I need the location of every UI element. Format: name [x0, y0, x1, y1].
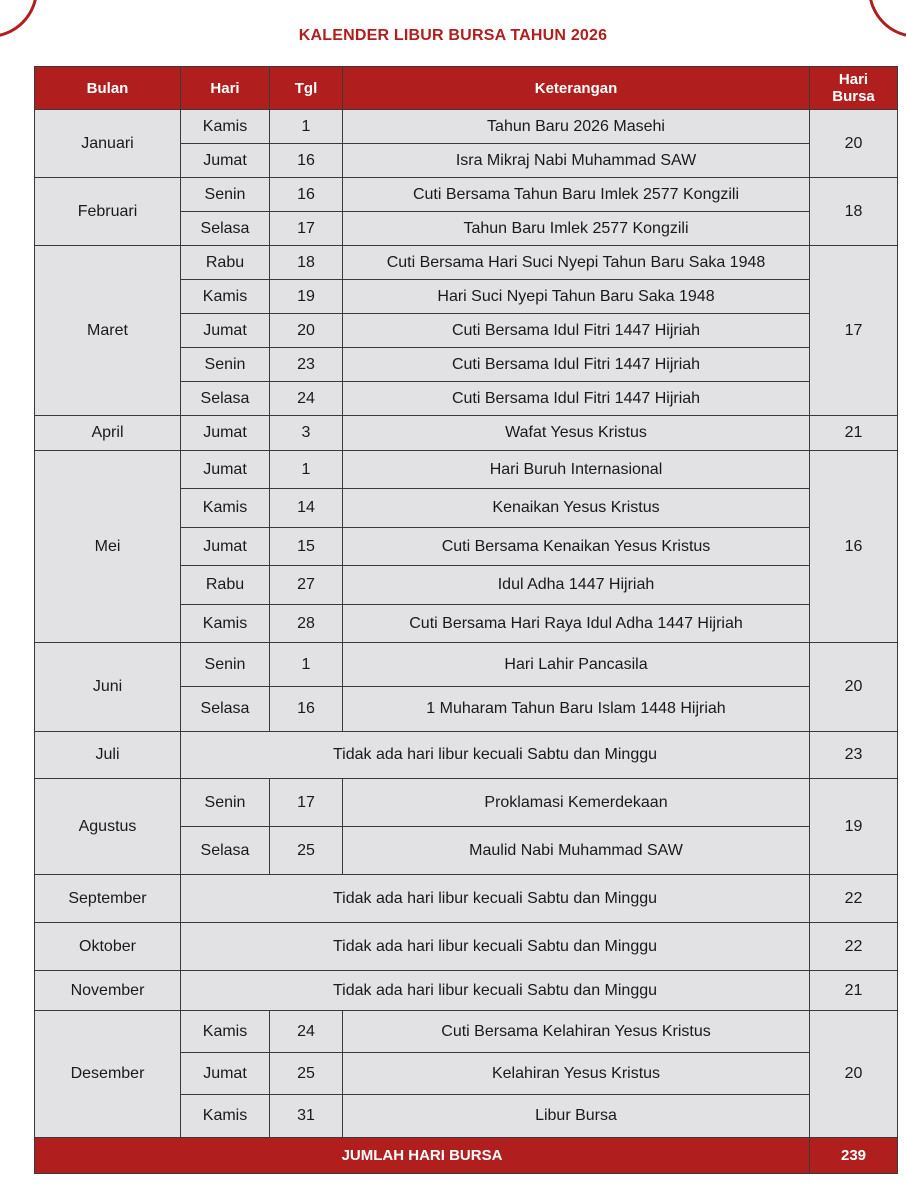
month-cell: November [35, 971, 181, 1011]
date-cell: 23 [270, 348, 343, 382]
month-cell: September [35, 875, 181, 923]
date-cell: 17 [270, 779, 343, 827]
table-row [35, 1011, 898, 1053]
page-title: KALENDER LIBUR BURSA TAHUN 2026 [298, 27, 608, 44]
description-cell: Tahun Baru 2026 Masehi [343, 110, 810, 144]
date-cell: 25 [270, 827, 343, 875]
holiday-calendar-table [34, 66, 898, 1174]
day-cell: Rabu [181, 246, 270, 280]
day-cell: Kamis [181, 280, 270, 314]
footer-total: 239 [810, 1138, 898, 1174]
no-holiday-note: Tidak ada hari libur kecuali Sabtu dan Minggu [181, 923, 810, 971]
day-cell: Selasa [181, 687, 270, 732]
date-cell: 24 [270, 1011, 343, 1053]
date-cell: 28 [270, 605, 343, 643]
table-row [35, 178, 898, 212]
table-row [35, 732, 898, 779]
table-row [35, 451, 898, 489]
trading-days-cell: 22 [810, 923, 898, 971]
date-cell: 1 [270, 643, 343, 687]
trading-days-cell: 22 [810, 875, 898, 923]
table-row [35, 110, 898, 144]
header-keterangan: Keterangan [343, 67, 810, 110]
description-cell: Proklamasi Kemerdekaan [343, 779, 810, 827]
date-cell: 14 [270, 489, 343, 528]
description-cell: Isra Mikraj Nabi Muhammad SAW [343, 144, 810, 178]
header-row [35, 67, 898, 110]
date-cell: 16 [270, 178, 343, 212]
description-cell: Cuti Bersama Idul Fitri 1447 Hijriah [343, 314, 810, 348]
table-row [35, 643, 898, 687]
trading-days-cell: 21 [810, 416, 898, 451]
date-cell: 3 [270, 416, 343, 451]
day-cell: Kamis [181, 1011, 270, 1053]
month-cell: Desember [35, 1011, 181, 1138]
trading-days-cell: 19 [810, 779, 898, 875]
footer-label: JUMLAH HARI BURSA [35, 1138, 810, 1174]
description-cell: Cuti Bersama Idul Fitri 1447 Hijriah [343, 348, 810, 382]
trading-days-cell: 20 [810, 643, 898, 732]
month-cell: Mei [35, 451, 181, 643]
description-cell: Kenaikan Yesus Kristus [343, 489, 810, 528]
description-cell: Cuti Bersama Tahun Baru Imlek 2577 Kongzili [343, 178, 810, 212]
day-cell: Senin [181, 178, 270, 212]
description-cell: 1 Muharam Tahun Baru Islam 1448 Hijriah [343, 687, 810, 732]
trading-days-cell: 18 [810, 178, 898, 246]
date-cell: 24 [270, 382, 343, 416]
date-cell: 27 [270, 566, 343, 605]
date-cell: 1 [270, 451, 343, 489]
date-cell: 1 [270, 110, 343, 144]
day-cell: Jumat [181, 528, 270, 566]
day-cell: Kamis [181, 1095, 270, 1138]
header-hari-bursa [810, 67, 898, 110]
day-cell: Jumat [181, 416, 270, 451]
table-row [35, 416, 898, 451]
day-cell: Selasa [181, 212, 270, 246]
table-row [35, 971, 898, 1011]
month-cell: Februari [35, 178, 181, 246]
table-row [35, 875, 898, 923]
date-cell: 15 [270, 528, 343, 566]
no-holiday-note: Tidak ada hari libur kecuali Sabtu dan Minggu [181, 875, 810, 923]
date-cell: 16 [270, 144, 343, 178]
trading-days-cell: 23 [810, 732, 898, 779]
date-cell: 19 [270, 280, 343, 314]
day-cell: Selasa [181, 382, 270, 416]
table-row [35, 246, 898, 280]
no-holiday-note: Tidak ada hari libur kecuali Sabtu dan Minggu [181, 732, 810, 779]
description-cell: Wafat Yesus Kristus [343, 416, 810, 451]
table-row [35, 779, 898, 827]
description-cell: Libur Bursa [343, 1095, 810, 1138]
day-cell: Jumat [181, 144, 270, 178]
description-cell: Cuti Bersama Kenaikan Yesus Kristus [343, 528, 810, 566]
month-cell: Juni [35, 643, 181, 732]
header-hari: Hari [181, 67, 270, 110]
description-cell: Kelahiran Yesus Kristus [343, 1053, 810, 1095]
month-cell: Juli [35, 732, 181, 779]
footer-row [35, 1138, 898, 1174]
description-cell: Tahun Baru Imlek 2577 Kongzili [343, 212, 810, 246]
date-cell: 16 [270, 687, 343, 732]
day-cell: Jumat [181, 451, 270, 489]
day-cell: Jumat [181, 314, 270, 348]
date-cell: 18 [270, 246, 343, 280]
month-cell: Maret [35, 246, 181, 416]
description-cell: Cuti Bersama Kelahiran Yesus Kristus [343, 1011, 810, 1053]
day-cell: Senin [181, 643, 270, 687]
trading-days-cell: 16 [810, 451, 898, 643]
description-cell: Cuti Bersama Hari Suci Nyepi Tahun Baru Saka 1948 [343, 246, 810, 280]
date-cell: 17 [270, 212, 343, 246]
day-cell: Jumat [181, 1053, 270, 1095]
trading-days-cell: 20 [810, 1011, 898, 1138]
description-cell: Hari Buruh Internasional [343, 451, 810, 489]
description-cell: Cuti Bersama Hari Raya Idul Adha 1447 Hijriah [343, 605, 810, 643]
day-cell: Senin [181, 348, 270, 382]
trading-days-cell: 21 [810, 971, 898, 1011]
day-cell: Kamis [181, 489, 270, 528]
trading-days-cell: 17 [810, 246, 898, 416]
no-holiday-note: Tidak ada hari libur kecuali Sabtu dan Minggu [181, 971, 810, 1011]
month-cell: Januari [35, 110, 181, 178]
day-cell: Rabu [181, 566, 270, 605]
date-cell: 31 [270, 1095, 343, 1138]
day-cell: Selasa [181, 827, 270, 875]
day-cell: Senin [181, 779, 270, 827]
month-cell: April [35, 416, 181, 451]
calendar-body [35, 110, 898, 1138]
month-cell: Agustus [35, 779, 181, 875]
trading-days-cell: 20 [810, 110, 898, 178]
date-cell: 25 [270, 1053, 343, 1095]
date-cell: 20 [270, 314, 343, 348]
description-cell: Cuti Bersama Idul Fitri 1447 Hijriah [343, 382, 810, 416]
month-cell: Oktober [35, 923, 181, 971]
header-tgl: Tgl [270, 67, 343, 110]
header-bulan: Bulan [35, 67, 181, 110]
header-hari-bursa-line1: Hari [838, 71, 869, 88]
day-cell: Kamis [181, 110, 270, 144]
description-cell: Idul Adha 1447 Hijriah [343, 566, 810, 605]
description-cell: Maulid Nabi Muhammad SAW [343, 827, 810, 875]
day-cell: Kamis [181, 605, 270, 643]
description-cell: Hari Suci Nyepi Tahun Baru Saka 1948 [343, 280, 810, 314]
description-cell: Hari Lahir Pancasila [343, 643, 810, 687]
table-row [35, 923, 898, 971]
header-hari-bursa-line2: Bursa [832, 88, 875, 105]
